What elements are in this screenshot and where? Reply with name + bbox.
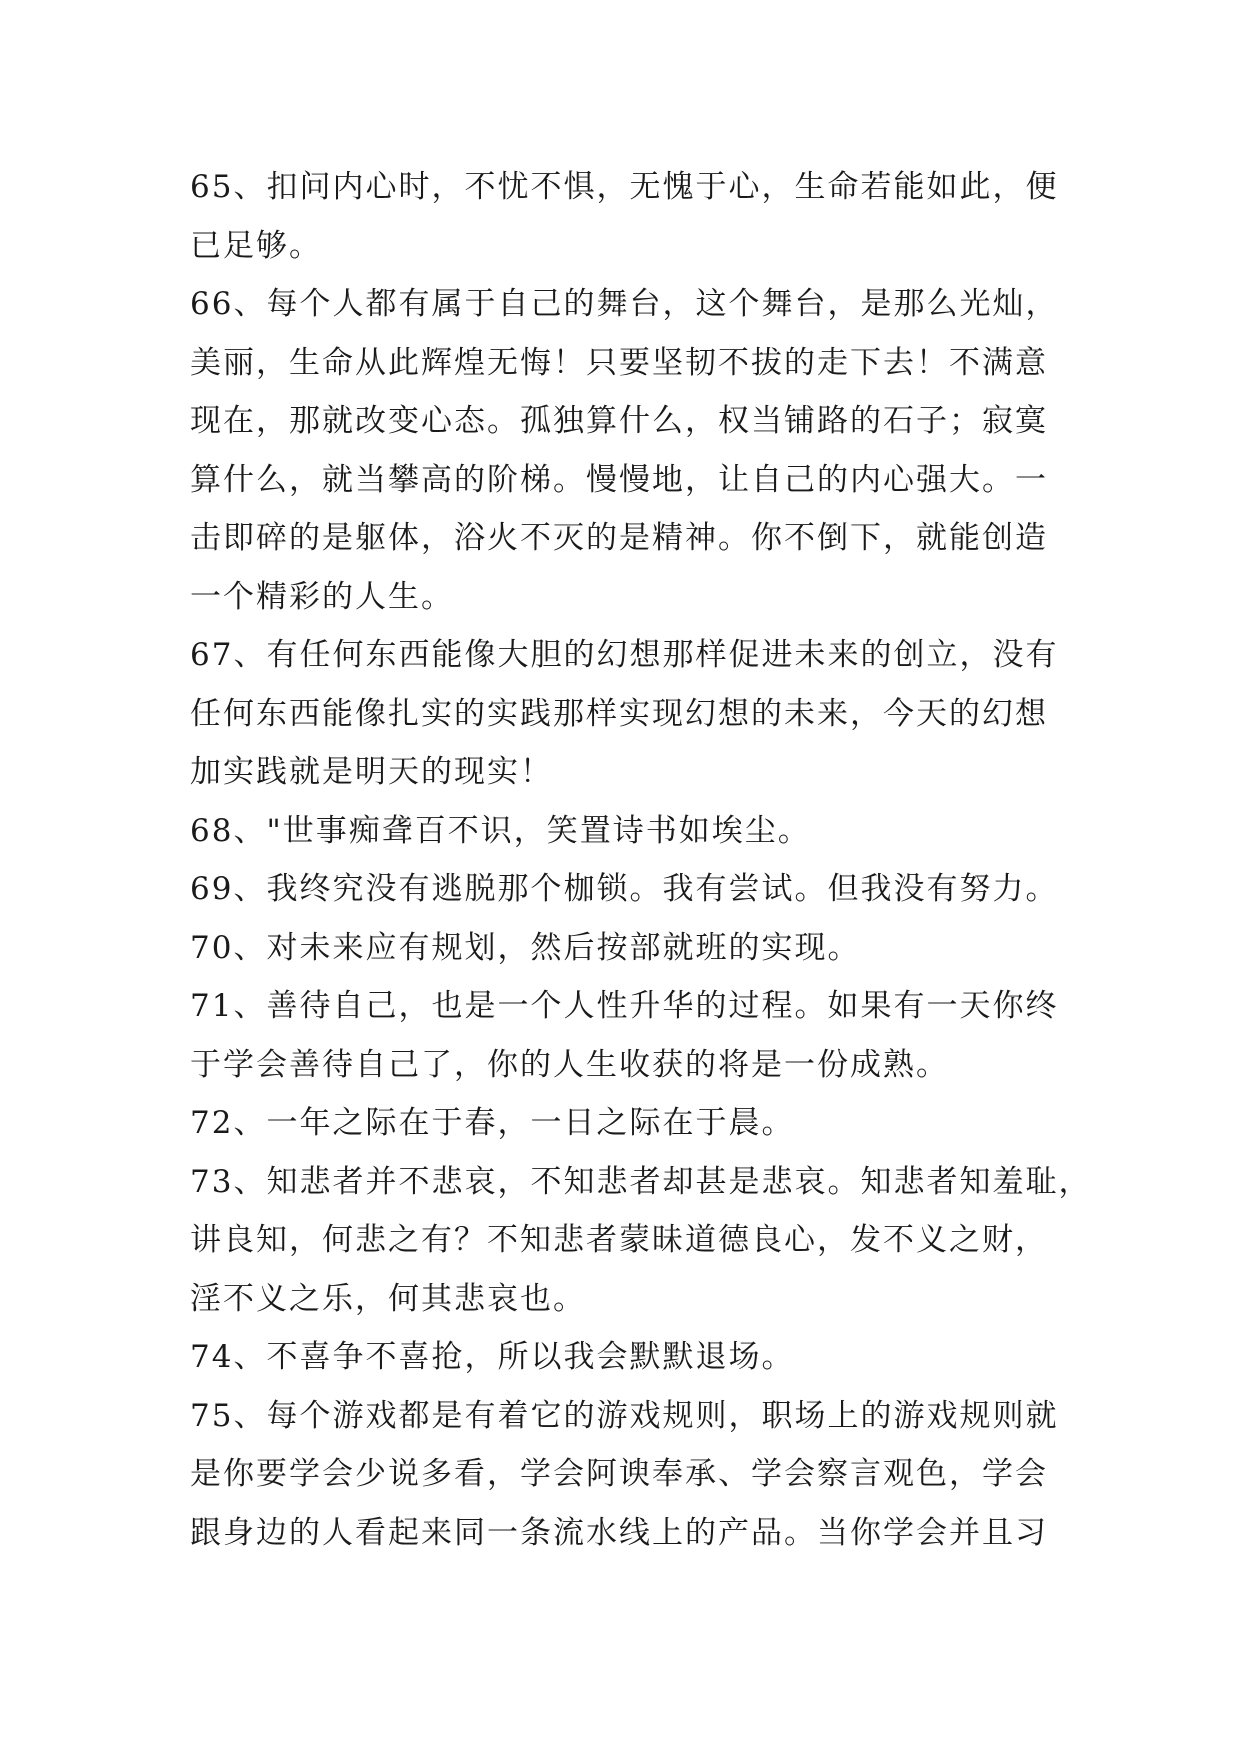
text-line: 算什么，就当攀高的阶梯。慢慢地，让自己的内心强大。一	[190, 461, 1048, 498]
text-line: 75、每个游戏都是有着它的游戏规则，职场上的游戏规则就	[190, 1397, 1059, 1434]
text-line: 一个精彩的人生。	[190, 578, 454, 615]
text-line: 讲良知，何悲之有？不知悲者蒙昧道德良心，发不义之财，	[190, 1222, 1048, 1258]
text-line: 68、"世事痴聋百不识，笑置诗书如埃尘。	[190, 812, 811, 849]
text-line: 美丽，生命从此辉煌无悔！只要坚韧不拔的走下去！不满意	[190, 344, 1048, 381]
text-line: 加实践就是明天的现实！	[190, 754, 553, 790]
text-line: 67、有任何东西能像大胆的幻想那样促进未来的创立，没有	[190, 637, 1059, 673]
text-line: 于学会善待自己了，你的人生收获的将是一份成熟。	[190, 1046, 949, 1083]
text-line: 70、对未来应有规划，然后按部就班的实现。	[190, 929, 861, 966]
text-line: 是你要学会少说多看，学会阿谀奉承、学会察言观色，学会	[190, 1456, 1048, 1492]
text-line: 65、扣问内心时，不忧不惧，无愧于心，生命若能如此，便	[190, 169, 1059, 205]
text-line: 66、每个人都有属于自己的舞台，这个舞台，是那么光灿，	[190, 286, 1059, 322]
text-line: 现在，那就改变心态。孤独算什么，权当铺路的石子；寂寞	[190, 403, 1048, 439]
text-line: 73、知悲者并不悲哀，不知悲者却甚是悲哀。知悲者知羞耻，	[190, 1163, 1092, 1200]
text-line: 跟身边的人看起来同一条流水线上的产品。当你学会并且习	[190, 1514, 1048, 1551]
text-line: 击即碎的是躯体，浴火不灭的是精神。你不倒下，就能创造	[190, 520, 1048, 556]
text-line: 已足够。	[190, 227, 322, 264]
text-line: 71、善待自己，也是一个人性升华的过程。如果有一天你终	[190, 988, 1059, 1024]
document-body	[190, 158, 1092, 1562]
text-line: 74、不喜争不喜抢，所以我会默默退场。	[190, 1339, 795, 1375]
text-line: 72、一年之际在于春，一日之际在于晨。	[190, 1105, 795, 1141]
text-line: 淫不义之乐，何其悲哀也。	[190, 1280, 586, 1317]
text-line: 69、我终究没有逃脱那个枷锁。我有尝试。但我没有努力。	[190, 871, 1059, 907]
text-line: 任何东西能像扎实的实践那样实现幻想的未来，今天的幻想	[190, 695, 1048, 732]
